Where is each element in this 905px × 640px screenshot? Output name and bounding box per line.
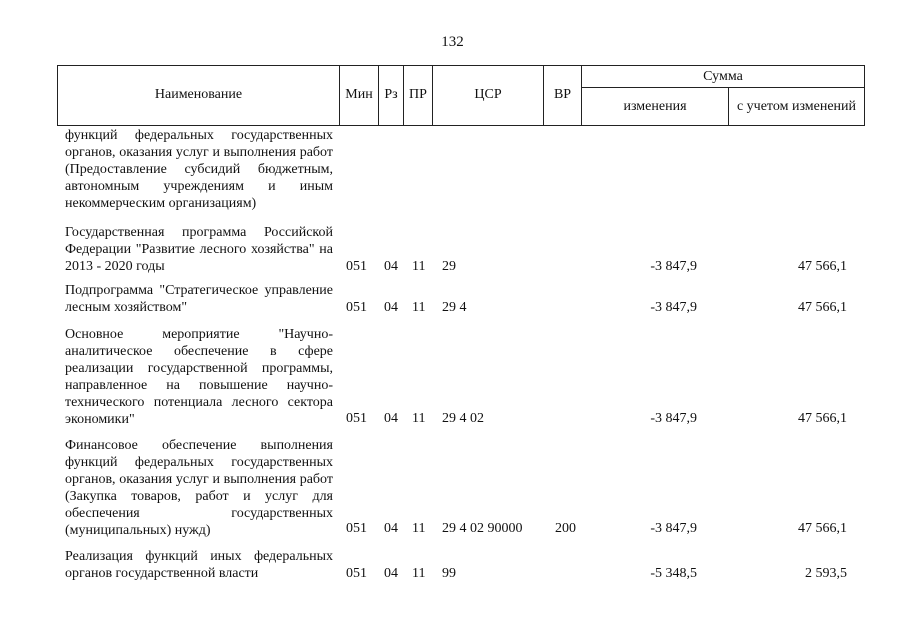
row-name: Подпрограмма "Стратегическое управление лесным хозяйством" [65, 283, 333, 315]
row-rz: 04 [384, 300, 398, 315]
row-name: Реализация функций иных федеральных органов государственной власти [65, 549, 333, 581]
header-name: Наименование [154, 87, 243, 102]
header-rz: Рз [384, 87, 398, 102]
row-rz: 04 [384, 411, 398, 426]
page-number: 132 [441, 34, 464, 50]
row-min: 051 [346, 521, 367, 536]
row-pr: 11 [412, 521, 426, 536]
row-change: -3 847,9 [650, 411, 697, 426]
header-change: изменения [623, 98, 687, 114]
row-name: Государственная программа Российской Федерации "Развитие лесного хозяйства" на 2013 - 2020 годы [65, 225, 333, 274]
header-min: Мин [345, 87, 373, 102]
table-header [57, 65, 865, 126]
row-rz: 04 [384, 521, 398, 536]
header-pr: ПР [409, 87, 427, 102]
row-change: -3 847,9 [650, 521, 697, 536]
row-csr: 29 4 [442, 300, 467, 315]
row-csr: 29 [442, 259, 456, 274]
row-total: 47 566,1 [798, 300, 847, 315]
header-sum: Сумма [703, 68, 743, 84]
row-name: Финансовое обеспечение выполнения функций федеральных государственных органов, оказания услуг и выполнения работ (Закупка товаров, работ и услуг для обеспечения государственных (муниципальных) нужд) [65, 438, 333, 538]
header-csr: ЦСР [474, 87, 502, 102]
row-pr: 11 [412, 566, 426, 581]
row-csr: 99 [442, 566, 456, 581]
row-name: Основное мероприятие "Научно-аналитическое обеспечение в сфере реализации государственной программы, направленное на повышение научно-технического потенциала лесного сектора экономики" [65, 327, 333, 427]
row-pr: 11 [412, 259, 426, 274]
row-min: 051 [346, 259, 367, 274]
row-pr: 11 [412, 300, 426, 315]
row-min: 051 [346, 566, 367, 581]
row-rz: 04 [384, 566, 398, 581]
row-vr: 200 [555, 521, 576, 536]
row-change: -3 847,9 [650, 300, 697, 315]
header-vr: ВР [553, 87, 572, 102]
row-pr: 11 [412, 411, 426, 426]
row-csr: 29 4 02 [442, 411, 484, 426]
row-total: 47 566,1 [798, 411, 847, 426]
row-rz: 04 [384, 259, 398, 274]
row-min: 051 [346, 300, 367, 315]
row-min: 051 [346, 411, 367, 426]
row-change: -5 348,5 [650, 566, 697, 581]
row-total: 47 566,1 [798, 259, 847, 274]
row-change: -3 847,9 [650, 259, 697, 274]
row-total: 2 593,5 [805, 566, 847, 581]
row-csr: 29 4 02 90000 [442, 521, 523, 536]
row-total: 47 566,1 [798, 521, 847, 536]
header-with-change: с учетом изменений [736, 98, 857, 114]
row-name: функций федеральных государственных органов, оказания услуг и выполнения работ (Предоставление субсидий бюджетным, автономным учреждениям и иным некоммерческим организациям) [65, 128, 333, 211]
